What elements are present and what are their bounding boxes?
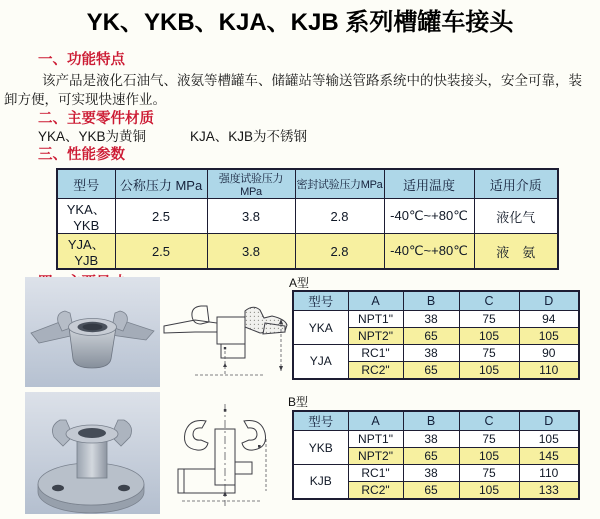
materials-line [38,128,600,145]
table-row [293,465,579,482]
col-header-model: 型号 [293,411,348,431]
type-a-table-wrap [292,290,580,380]
section-heading-materials: 二、主要零件材质 [38,111,154,127]
table-cell: 94 [519,311,579,328]
model-cell: KJB [293,465,348,499]
col-header-b: B [403,291,459,311]
dim-a-header-row [293,291,579,311]
col-header-d: D [519,291,579,311]
coupling-b-photo-image [25,392,160,514]
material-brass: YKA、YKB为黄铜 [38,129,147,144]
col-header-seal-test: 密封试验压力MPa [295,169,384,199]
col-header-nominal-pressure: 公称压力 MPa [115,169,207,199]
table-cell: 110 [519,362,579,379]
model-cell: YKB [293,431,348,465]
table-row [293,431,579,448]
table-cell: 液化气 [474,199,558,234]
table-cell: RC2" [348,362,403,379]
table-cell: 65 [403,328,459,345]
table-row [57,234,558,270]
type-a-label: A型 [289,276,310,290]
model-cell: YKA [293,311,348,345]
col-header-a: A [348,411,403,431]
model-cell: YJA [293,345,348,379]
table-cell: YJA、YJB [57,234,115,270]
material-stainless: KJA、KJB为不锈钢 [190,129,308,144]
col-header-a: A [348,291,403,311]
table-cell: 38 [403,431,459,448]
table-cell: 75 [459,311,519,328]
table-cell: 105 [519,328,579,345]
type-b-table [292,410,580,500]
section-heading-performance: 三、性能参数 [38,147,125,163]
table-cell: 3.8 [207,234,295,270]
table-cell: RC2" [348,482,403,499]
table-cell: RC1" [348,345,403,362]
table-cell: 2.5 [115,199,207,234]
product-photo-b [25,392,160,514]
technical-drawing-a [161,279,289,387]
table-cell: 105 [519,431,579,448]
performance-table [56,168,559,270]
table-cell: 133 [519,482,579,499]
table-cell: 65 [403,448,459,465]
type-b-table-wrap [292,410,580,500]
table-cell: NPT1" [348,431,403,448]
table-cell: 145 [519,448,579,465]
table-row [293,311,579,328]
col-header-temperature: 适用温度 [384,169,474,199]
table-cell: 105 [459,328,519,345]
features-text: 该产品是液化石油气、液氨等槽罐车、储罐站等输送管路系统中的快装接头，安全可靠，装卸方便，可实现快速作业。 [4,73,582,107]
type-a-table [292,290,580,380]
table-cell: 65 [403,362,459,379]
technical-drawing-b [162,399,288,511]
table-cell: 90 [519,345,579,362]
table-cell: 105 [459,362,519,379]
drawing-a-image [161,279,289,387]
table-cell: NPT2" [348,448,403,465]
table-cell: 3.8 [207,199,295,234]
table-cell: 38 [403,311,459,328]
col-header-c: C [459,291,519,311]
table-cell: 2.8 [295,199,384,234]
table-cell: -40℃~+80℃ [384,234,474,270]
table-cell: YKA、YKB [57,199,115,234]
table-cell: 75 [459,345,519,362]
page-title: YK、YKB、KJA、KJB 系列槽罐车接头 [86,9,514,36]
table-row [293,345,579,362]
table-cell: 2.5 [115,234,207,270]
table-cell: 65 [403,482,459,499]
table-cell: 75 [459,465,519,482]
dim-b-header-row [293,411,579,431]
table-cell: 105 [459,482,519,499]
col-header-model: 型号 [293,291,348,311]
col-header-medium: 适用介质 [474,169,558,199]
table-cell: 2.8 [295,234,384,270]
table-cell: 105 [459,448,519,465]
drawing-b-image [162,399,288,511]
table-cell: 液 氨 [474,234,558,270]
table-cell: 38 [403,465,459,482]
col-header-b: B [403,411,459,431]
table-cell: -40℃~+80℃ [384,199,474,234]
table-cell: 38 [403,345,459,362]
type-b-label: B型 [288,395,309,409]
performance-header-row [57,169,558,199]
table-cell: 110 [519,465,579,482]
table-cell: NPT2" [348,328,403,345]
col-header-c: C [459,411,519,431]
col-header-strength-test: 强度试验压力MPa [207,169,295,199]
table-cell: 75 [459,431,519,448]
table-cell: NPT1" [348,311,403,328]
col-header-d: D [519,411,579,431]
section-heading-features: 一、功能特点 [38,52,125,68]
col-header-model: 型号 [57,169,115,199]
product-photo-a [25,277,160,387]
table-row [57,199,558,234]
coupling-a-photo-image [25,277,160,387]
table-cell: RC1" [348,465,403,482]
